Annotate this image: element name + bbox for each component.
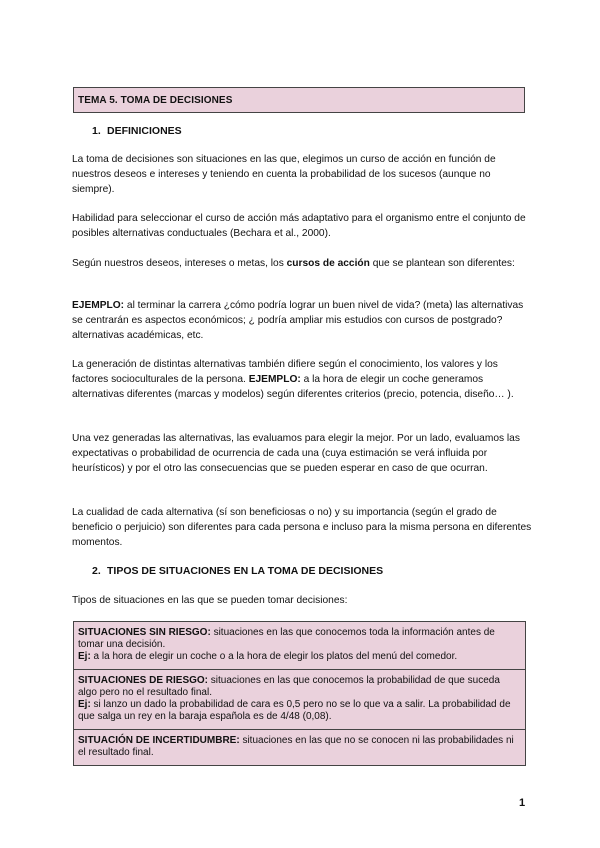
section-number: 1.	[92, 125, 101, 137]
text-run: que se plantean son diferentes:	[369, 258, 515, 269]
situation-cell-incertidumbre	[74, 729, 525, 765]
situation-label: SITUACIONES SIN RIESGO:	[78, 627, 211, 638]
section-title: DEFINICIONES	[107, 125, 182, 137]
section-heading-definiciones	[92, 125, 182, 137]
situation-cell-riesgo	[74, 669, 525, 729]
example-label: EJEMPLO:	[248, 374, 301, 386]
section-heading-tipos	[92, 565, 383, 577]
example-label: Ej:	[78, 651, 91, 662]
paragraph-cursos-accion	[72, 256, 532, 271]
paragraph-tipos-intro: Tipos de situaciones en las que se pueden tomar decisiones:	[72, 595, 348, 606]
example-text: si lanzo un dado la probabilidad de cara es 0,5 pero no se lo que va a salir. La probabilidad de que salga un rey en la baraja española es de 4/48 (0,08).	[78, 699, 511, 722]
page-number: 1	[519, 797, 526, 809]
paragraph-definition: La toma de decisiones son situaciones en las que, elegimos un curso de acción en función de nuestros deseos e intereses y teniendo en cuenta la probabilidad de los sucesos (aunque no siempre).	[72, 154, 496, 196]
situation-text: situaciones en las que no se conocen ni las probabilidades ni el resultado final.	[78, 735, 514, 758]
section-number: 2.	[92, 565, 101, 577]
bold-term: cursos de acción	[286, 258, 370, 269]
example-text: a la hora de elegir un coche o a la hora de elegir los platos del menú del comedor.	[90, 651, 458, 662]
situation-text: situaciones en las que conocemos la probabilidad de que suceda algo pero no el resultado final.	[78, 675, 500, 698]
document-title: TEMA 5. TOMA DE DECISIONES	[73, 87, 525, 113]
example-label: EJEMPLO:	[72, 300, 125, 311]
text-run: al terminar la carrera ¿cómo podría lograr un buen nivel de vida? (meta) las alternativas se centrarán es aspectos económicos; ¿ podría ampliar mis estudios con cursos de postgrado? alternativas académicas, etc.	[72, 300, 524, 342]
section-title: TIPOS DE SITUACIONES EN LA TOMA DE DECISIONES	[107, 565, 384, 577]
text-run: a la hora de elegir un coche generamos alternativas diferentes (marcas y modelos) según diferentes criterios (precio, potencia, diseño… ).	[72, 374, 514, 401]
text-run: La generación de distintas alternativas también difiere según el conocimiento, los valores y los factores socioculturales de la persona.	[72, 359, 498, 386]
text-run: Según nuestros deseos, intereses o metas, los	[72, 258, 287, 269]
situation-label: SITUACIÓN DE INCERTIDUMBRE:	[78, 735, 240, 746]
paragraph-generacion	[72, 357, 532, 403]
paragraph-evaluacion: Una vez generadas las alternativas, las evaluamos para elegir la mejor. Por un lado, evaluamos las expectativas o probabilidad de ocurrencia de cada una (cuya estimación se verá influida por heurísticos) y por el otro las consecuencias que se pueden esperar en caso de que ocurran.	[72, 433, 520, 475]
paragraph-habilidad: Habilidad para seleccionar el curso de acción más adaptativo para el organismo entre el conjunto de posibles alternativas conductuales (Bechara et al., 2000).	[72, 213, 526, 240]
situations-table	[73, 621, 526, 766]
example-label: Ej:	[78, 699, 91, 710]
paragraph-ejemplo-meta	[72, 298, 532, 344]
situation-label: SITUACIONES DE RIESGO:	[78, 675, 209, 686]
situation-text: situaciones en las que conocemos toda la información antes de tomar una decisión.	[78, 627, 495, 650]
situation-cell-sin-riesgo	[74, 622, 525, 669]
paragraph-cualidad: La cualidad de cada alternativa (sí son beneficiosas o no) y su importancia (según el grado de beneficio o perjuicio) son diferentes para cada persona e incluso para la misma persona en diferentes momentos.	[72, 507, 532, 549]
